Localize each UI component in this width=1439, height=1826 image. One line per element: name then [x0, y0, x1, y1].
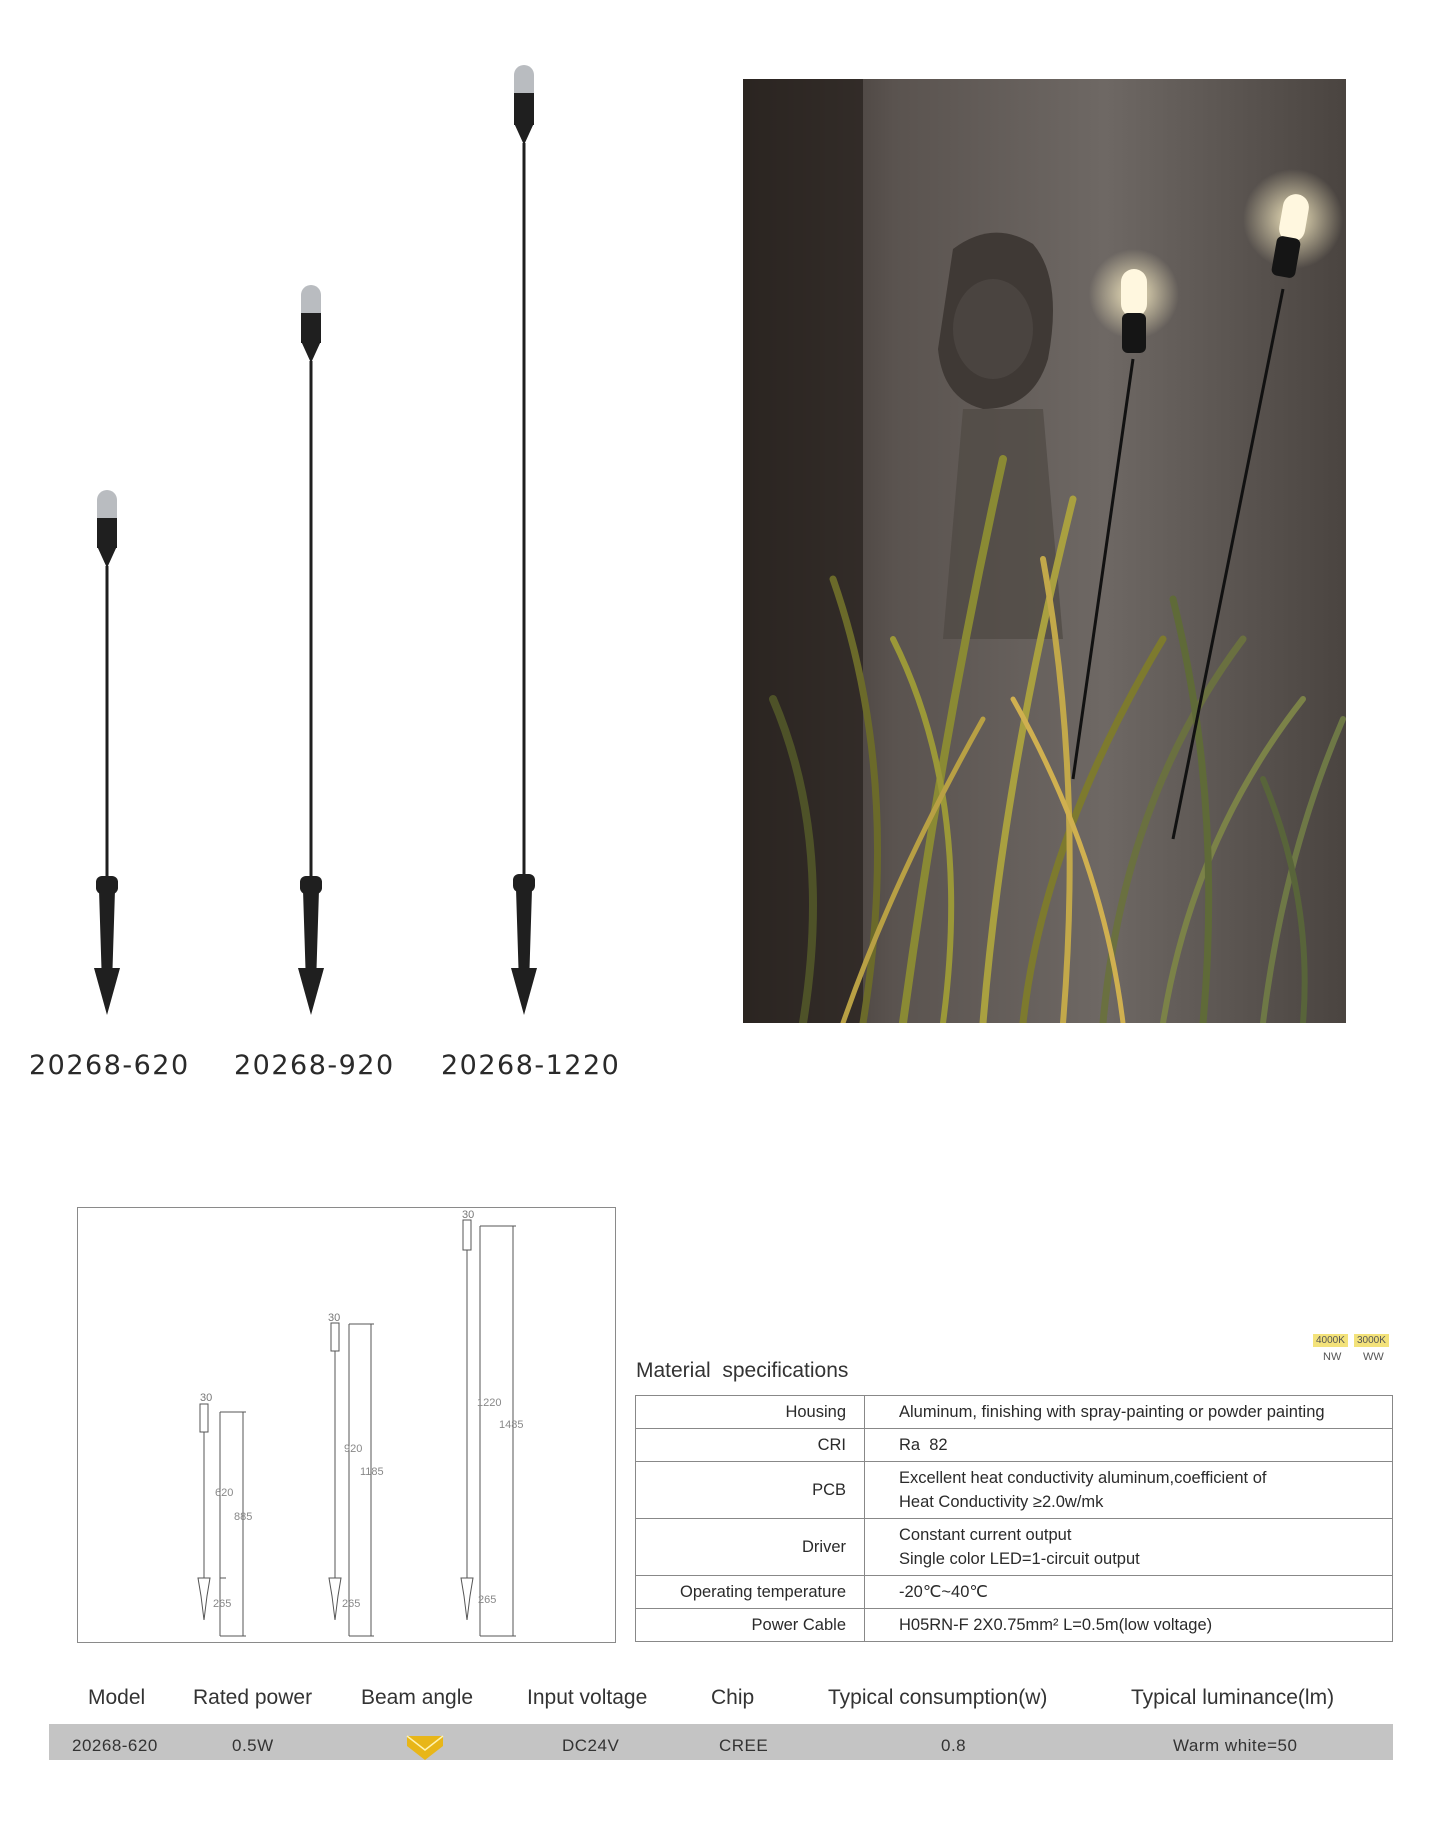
material-specs-title: Material specifications [636, 1359, 849, 1382]
color-temp-badge-4000k: 4000K [1313, 1334, 1348, 1347]
spec-value-line-2: Single color LED=1-circuit output [899, 1550, 1140, 1568]
spec-key: Driver [636, 1519, 865, 1576]
spec-row-cri [636, 1429, 1393, 1462]
spec-value [865, 1519, 1393, 1576]
spec-key: Power Cable [636, 1609, 865, 1642]
dim-head-620: 30 [200, 1392, 213, 1404]
spec-value-line-1: Excellent heat conductivity aluminum,coefficient of [899, 1469, 1267, 1487]
cell-input-voltage: DC24V [562, 1736, 620, 1755]
cell-typical-consumption: 0.8 [941, 1736, 967, 1755]
spec-row-pcb [636, 1462, 1393, 1519]
model-label-620: 20268-620 [29, 1050, 190, 1081]
spec-row-operating-temperature [636, 1576, 1393, 1609]
color-temp-name-ww: WW [1363, 1351, 1384, 1363]
col-header-beam-angle: Beam angle [361, 1686, 474, 1709]
dim-pole-620: 620 [215, 1487, 234, 1499]
col-header-model: Model [88, 1686, 146, 1709]
cell-chip: CREE [719, 1736, 769, 1755]
dim-pole-1220: 1220 [477, 1397, 502, 1409]
dim-total-1220: 1485 [499, 1419, 524, 1431]
cell-typical-luminance: Warm white=50 [1173, 1736, 1298, 1755]
spec-value: Aluminum, finishing with spray-painting or powder painting [865, 1396, 1393, 1429]
dim-total-920: 1185 [360, 1466, 384, 1478]
col-header-input-voltage: Input voltage [527, 1686, 648, 1709]
spec-key: Housing [636, 1396, 865, 1429]
color-temp-name-nw: NW [1323, 1351, 1342, 1363]
spec-key: PCB [636, 1462, 865, 1519]
dimension-drawing [77, 1207, 616, 1643]
beam-angle-icon [405, 1724, 445, 1760]
cell-model: 20268-620 [72, 1736, 158, 1755]
spec-key: CRI [636, 1429, 865, 1462]
dim-spike-620: 265 [213, 1598, 232, 1610]
spec-value: H05RN-F 2X0.75mm² L=0.5m(low voltage) [865, 1609, 1393, 1642]
material-specs-table [635, 1395, 1393, 1642]
spec-value-line-1: Constant current output [899, 1526, 1072, 1544]
dim-head-1220: 30 [462, 1209, 475, 1221]
dim-total-620: 885 [234, 1511, 253, 1523]
spec-key: Operating temperature [636, 1576, 865, 1609]
dim-head-920: 30 [328, 1312, 341, 1324]
color-temp-badge-3000k: 3000K [1354, 1334, 1389, 1347]
col-header-chip: Chip [711, 1686, 755, 1709]
dim-spike-1220: 265 [478, 1594, 497, 1606]
model-label-920: 20268-920 [234, 1050, 395, 1081]
col-header-rated-power: Rated power [193, 1686, 313, 1709]
dim-spike-920: 265 [342, 1598, 361, 1610]
col-header-typical-consumption: Typical consumption(w) [828, 1686, 1048, 1709]
spec-value: -20℃~40℃ [865, 1576, 1393, 1609]
spec-value: Ra 82 [865, 1429, 1393, 1462]
garden-scene-photo [743, 79, 1346, 1023]
spec-value-line-2: Heat Conductivity ≥2.0w/mk [899, 1493, 1104, 1511]
model-label-1220: 20268-1220 [441, 1050, 621, 1081]
dim-pole-920: 920 [344, 1443, 363, 1455]
drawing-lamp-920 [329, 1323, 374, 1636]
cell-rated-power: 0.5W [232, 1736, 274, 1755]
spec-row-housing [636, 1396, 1393, 1429]
col-header-typical-luminance: Typical luminance(lm) [1131, 1686, 1335, 1709]
spec-row-power-cable [636, 1609, 1393, 1642]
spec-value [865, 1462, 1393, 1519]
spec-row-driver [636, 1519, 1393, 1576]
